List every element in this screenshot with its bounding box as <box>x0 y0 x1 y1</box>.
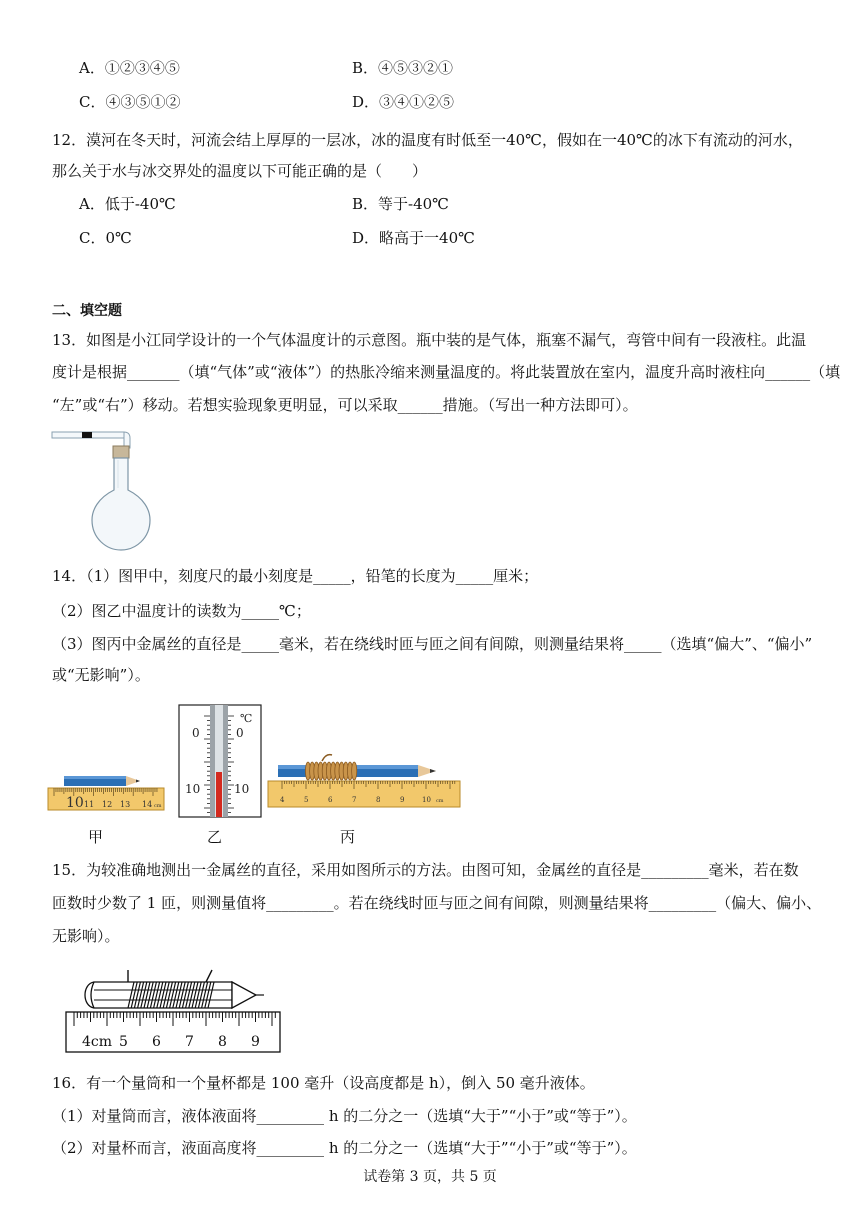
ruler-bing-tick-label: 6 <box>328 796 333 804</box>
q14-stem-line4: 或“无影响”）。 <box>52 666 150 684</box>
ruler-bing-tick-label: 4 <box>280 796 285 804</box>
ruler-pencil-figure-jia <box>46 772 166 812</box>
ruler-bing-tick-label: 8 <box>376 796 381 804</box>
thermo-tick-label: 10 <box>234 782 250 796</box>
figure-label-bing: 丙 <box>340 828 356 846</box>
q13-stem-line3: “左”或“右”）移动。若想实验现象更明显，可以采取______措施。（写出一种方法即可）。 <box>52 396 638 414</box>
ruler-jia-tick-label: 13 <box>120 800 131 809</box>
ruler-bing-tick-label: 9 <box>400 796 405 804</box>
q12-option-b: B．等于-40℃ <box>352 195 449 213</box>
q11-option-d: D．③④①②⑤ <box>352 93 455 111</box>
q12-stem-line2: 那么关于水与冰交界处的温度以下可能正确的是（ ） <box>52 162 428 180</box>
ruler-jia-unit: cm <box>154 803 162 809</box>
q11-option-c: C．④③⑤①② <box>79 93 181 111</box>
ruler-tick-label: 5 <box>119 1034 128 1050</box>
ruler-jia-tick-label: 12 <box>102 800 113 809</box>
q15-stem-line3: 无影响）。 <box>52 927 120 945</box>
q14-stem-line1: 14．（1）图甲中，刻度尺的最小刻度是_____，铅笔的长度为_____厘米； <box>52 567 539 585</box>
ruler-bing-tick-label: 5 <box>304 796 309 804</box>
thermometer-figure-yi <box>178 704 262 818</box>
q12-option-a: A．低于-40℃ <box>79 195 176 213</box>
q14-stem-line3: （3）图丙中金属丝的直径是_____毫米，若在绕线时匝与匝之间有间隙，则测量结果将_____（选填“偏大”、“偏小” <box>52 635 813 653</box>
ruler-tick-label: 9 <box>251 1034 260 1050</box>
ruler-coil-figure-bing <box>266 753 462 809</box>
q12-option-c: C．0℃ <box>79 229 132 247</box>
q15-stem-line2: 匝数时少数了 1 匝，则测量值将_________。若在绕线时匝与匝之间有间隙，则测量结果将_________（偏大、偏小、 <box>52 894 822 912</box>
figure-label-yi: 乙 <box>207 828 223 846</box>
ruler-tick-label: 6 <box>152 1034 161 1050</box>
ruler-tick-label: 4cm <box>82 1034 113 1050</box>
section-title: 二、填空题 <box>52 303 122 319</box>
coil-turn <box>352 762 357 780</box>
q11-option-a: A．①②③④⑤ <box>79 59 180 77</box>
q12-option-d: D．略高于一40℃ <box>352 229 475 247</box>
coil-wire-end <box>322 755 332 761</box>
q16-stem-line2: （1）对量筒而言，液体液面将_________ h 的二分之一（选填“大于”“小于”或“等于”）。 <box>52 1107 637 1125</box>
q14-stem-line2: （2）图乙中温度计的读数为_____℃； <box>52 602 311 620</box>
q15-stem-line1: 15．为较准确地测出一金属丝的直径，采用如图所示的方法。由图可知，金属丝的直径是_________毫米，若在数 <box>52 861 799 879</box>
gas-thermometer-figure <box>50 428 160 553</box>
thermometer-unit: ℃ <box>240 712 253 725</box>
ruler-jia-tick-label: 14 <box>142 800 153 809</box>
ruler-tick-label: 8 <box>218 1034 227 1050</box>
thermo-tick-label: 0 <box>236 726 244 740</box>
q13-stem-line2: 度计是根据_______（填“气体”或“液体”）的热胀冷缩来测量温度的。将此装置放在室内，温度升高时液柱向______（填 <box>52 363 841 381</box>
q16-stem-line3: （2）对量杯而言，液面高度将_________ h 的二分之一（选填“大于”“小于”或“等于”）。 <box>52 1139 637 1157</box>
q12-stem-line1: 12．漠河在冬天时，河流会结上厚厚的一层冰，冰的温度有时低至一40℃，假如在一40℃的冰下有流动的河水， <box>52 131 803 149</box>
q13-stem-line1: 13．如图是小江同学设计的一个气体温度计的示意图。瓶中装的是气体，瓶塞不漏气，弯管中间有一段液柱。此温 <box>52 331 807 349</box>
ruler-bing-tick-label: 7 <box>352 796 357 804</box>
ruler-bing-unit: cm <box>436 798 444 804</box>
page-footer: 试卷第 3 页，共 5 页 <box>363 1169 497 1185</box>
ruler-jia-tick-label: 11 <box>84 800 95 809</box>
figure-label-jia: 甲 <box>88 828 104 846</box>
coil-ruler-figure <box>64 968 284 1054</box>
q16-stem-line1: 16．有一个量筒和一个量杯都是 100 毫升（设高度都是 h），倒入 50 毫升液体。 <box>52 1074 595 1092</box>
q11-option-b: B．④⑤③②① <box>352 59 454 77</box>
ruler-jia-tick-label: 10 <box>66 795 84 811</box>
ruler-tick-label: 7 <box>185 1034 194 1050</box>
thermo-tick-label: 10 <box>185 782 201 796</box>
thermo-tick-label: 0 <box>192 726 200 740</box>
ruler-bing-tick-label: 10 <box>422 796 431 804</box>
